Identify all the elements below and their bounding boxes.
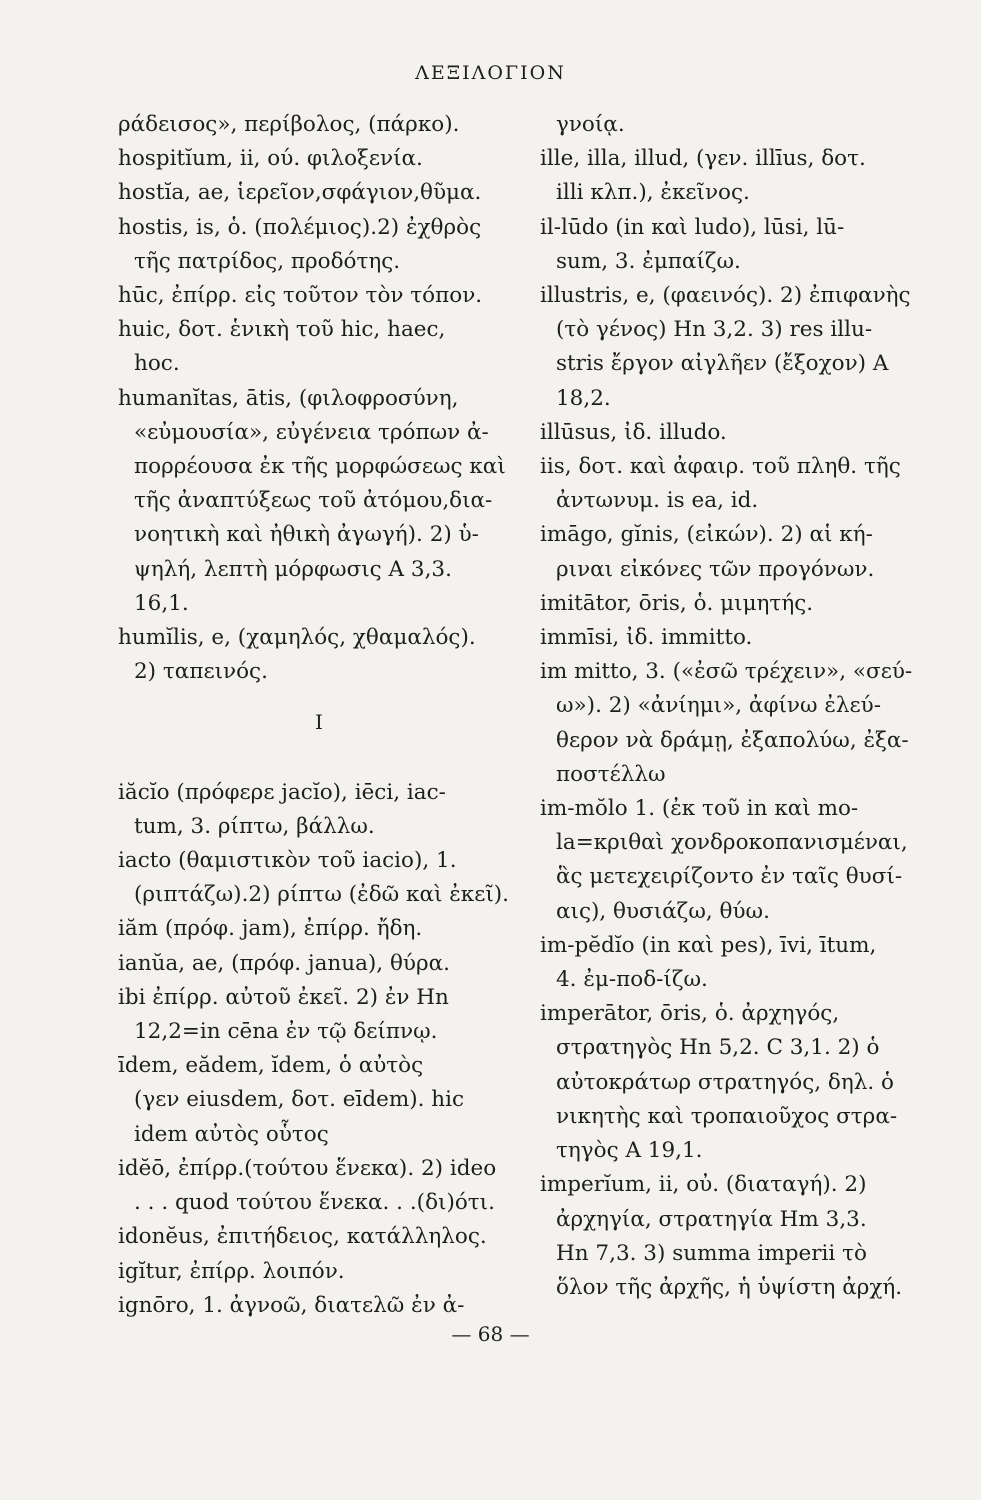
dictionary-line: iacto (θαμιστικὸν τοῦ iacio), 1. xyxy=(118,848,457,874)
page-number: — 68 — xyxy=(451,1322,530,1346)
dictionary-line: illustris, e, (φαεινός). 2) ἐπιφανὴς xyxy=(540,283,911,309)
dictionary-line: τῆς πατρίδος, προδότης. xyxy=(134,248,401,274)
dictionary-line: 4. ἐμ-ποδ-ίζω. xyxy=(556,967,708,993)
dictionary-line: τῆς ἀναπτύξεως τοῦ ἀτόμου,δια- xyxy=(134,488,493,514)
dictionary-line: idem αὐτὸς οὗτος xyxy=(134,1121,329,1147)
dictionary-line: ποστέλλω xyxy=(556,761,666,787)
dictionary-line: hostis, is, ὁ. (πολέμιος).2) ἐχθρὸς xyxy=(118,214,482,240)
dictionary-line: im-pĕdĭo (in καὶ pes), īvi, ītum, xyxy=(540,932,877,958)
dictionary-line: 18,2. xyxy=(556,385,611,411)
dictionary-line: il-lūdo (in καὶ ludo), lūsi, lū- xyxy=(540,214,845,240)
dictionary-line: «εὐμουσία», εὐγένεια τρόπων ἀ- xyxy=(134,419,489,445)
dictionary-line: πορρέουσα ἐκ τῆς μορφώσεως καὶ xyxy=(134,454,506,480)
dictionary-line: ibi ἐπίρρ. αὐτοῦ ἐκεῖ. 2) ἐν Hn xyxy=(118,984,449,1010)
dictionary-line: ἀρχηγία, στρατηγία Hm 3,3. xyxy=(556,1206,867,1232)
dictionary-line: sum, 3. ἐμπαίζω. xyxy=(556,248,741,274)
dictionary-line: νοητικὴ καὶ ἠθικὴ ἀγωγή). 2) ὑ- xyxy=(134,522,479,548)
page-header: ΛΕΞΙΛΟΓΙΟΝ xyxy=(415,62,566,84)
dictionary-line: hūc, ἐπίρρ. εἰς τοῦτον τὸν τόπον. xyxy=(118,283,483,309)
dictionary-line: ω»). 2) «ἀνίημι», ἀφίνω ἐλεύ- xyxy=(556,693,881,719)
dictionary-line: θερον νὰ δράμῃ, ἐξαπολύω, ἐξα- xyxy=(556,727,909,753)
dictionary-line: στρατηγὸς Hn 5,2. C 3,1. 2) ὁ xyxy=(556,1035,880,1061)
dictionary-line: illūsus, ἰδ. illudo. xyxy=(540,419,727,445)
dictionary-line: ἀντωνυμ. is ea, id. xyxy=(556,488,759,514)
dictionary-line: 16,1. xyxy=(134,590,189,616)
dictionary-line: hospitĭum, ii, ού. φιλοξενία. xyxy=(118,146,423,172)
dictionary-line: imperĭum, ii, οὐ. (διαταγή). 2) xyxy=(540,1172,867,1198)
dictionary-line: imitātor, ōris, ὁ. μιμητής. xyxy=(540,590,814,616)
left-column xyxy=(118,108,520,1323)
dictionary-line: igĭtur, ἐπίρρ. λοιπόν. xyxy=(118,1258,345,1284)
dictionary-line: 2) ταπεινός. xyxy=(134,659,268,685)
dictionary-line: αὐτοκράτωρ στρατηγός, δηλ. ὁ xyxy=(556,1069,894,1095)
dictionary-line: ράδεισος», περίβολος, (πάρκο). xyxy=(118,112,460,137)
dictionary-line: 12,2=in cēna ἐν τῷ δείπνῳ. xyxy=(134,1019,438,1045)
dictionary-line: tum, 3. ρίπτω, βάλλω. xyxy=(134,813,375,839)
right-column xyxy=(540,108,970,1305)
dictionary-line: (γεν eiusdem, δοτ. eīdem). hic xyxy=(134,1087,465,1113)
dictionary-line: humanĭtas, ātis, (φιλοφροσύνη, xyxy=(118,385,459,411)
section-letter: I xyxy=(315,710,323,735)
dictionary-line: ianŭa, ae, (πρόφ. janua), θύρα. xyxy=(118,950,450,976)
dictionary-line: ὅλον τῆς ἀρχῆς, ἡ ὑψίστη ἀρχή. xyxy=(556,1274,903,1300)
dictionary-line: ignōro, 1. ἀγνοῶ, διατελῶ ἐν ἀ- xyxy=(118,1292,465,1318)
dictionary-line: humĭlis, e, (χαμηλός, χθαμαλός). xyxy=(118,625,476,651)
dictionary-line: γνοίᾳ. xyxy=(556,112,625,137)
dictionary-line: hoc. xyxy=(134,351,180,377)
dictionary-line: ψηλή, λεπτὴ μόρφωσις Α 3,3. xyxy=(134,556,452,582)
dictionary-line: . . . quod τούτου ἕνεκα. . .(δι)ότι. xyxy=(134,1190,495,1216)
dictionary-line: (ριπτάζω).2) ρίπτω (ἐδῶ καὶ ἐκεῖ). xyxy=(134,882,509,908)
dictionary-line: imperātor, ōris, ὁ. ἀρχηγός, xyxy=(540,1001,840,1027)
dictionary-line: huic, δοτ. ἑνικὴ τοῦ hic, haec, xyxy=(118,317,446,343)
dictionary-line: Hn 7,3. 3) summa imperii τὸ xyxy=(556,1240,867,1266)
dictionary-line: illi κλπ.), ἐκεῖνος. xyxy=(556,180,750,206)
dictionary-line: iis, δοτ. καὶ ἀφαιρ. τοῦ πληθ. τῆς xyxy=(540,454,901,480)
dictionary-line: īdem, eădem, ĭdem, ὁ αὐτὸς xyxy=(118,1053,424,1079)
dictionary-line: τηγὸς Α 19,1. xyxy=(556,1138,703,1164)
dictionary-line: iăcĭo (πρόφερε jacĭo), iēci, iac- xyxy=(118,779,446,805)
dictionary-line: idonĕus, ἐπιτήδειος, κατάλληλος. xyxy=(118,1224,487,1250)
dictionary-line: ille, illa, illud, (γεν. illīus, δοτ. xyxy=(540,146,866,172)
dictionary-line: idĕō, ἐπίρρ.(τούτου ἕνεκα). 2) ideo xyxy=(118,1155,497,1181)
dictionary-line: imāgo, gĭnis, (εἰκών). 2) αἱ κή- xyxy=(540,522,873,548)
dictionary-line: (τὸ γένος) Hn 3,2. 3) res illu- xyxy=(556,317,873,343)
dictionary-line: immīsi, ἰδ. immitto. xyxy=(540,625,753,651)
dictionary-line: ριναι εἰκόνες τῶν προγόνων. xyxy=(556,556,875,582)
dictionary-line: la=κριθαὶ χονδροκοπανισμέναι, xyxy=(556,830,908,856)
dictionary-line: νικητὴς καὶ τροπαιοῦχος στρα- xyxy=(556,1103,898,1129)
dictionary-line: ἃς μετεχειρίζοντο ἐν ταῖς θυσί- xyxy=(556,864,903,890)
dictionary-line: hostĭa, ae, ἱερεῖον,σφάγιον,θῦμα. xyxy=(118,180,482,206)
dictionary-line: stris ἔργον αἰγλῆεν (ἔξοχον) Α xyxy=(556,351,889,377)
dictionary-line: iăm (πρόφ. jam), ἐπίρρ. ἤδη. xyxy=(118,916,423,942)
dictionary-line: im-mŏlo 1. (ἐκ τοῦ in καὶ mo- xyxy=(540,796,859,822)
dictionary-line: im mitto, 3. («ἐσῶ τρέχειν», «σεύ- xyxy=(540,659,913,685)
dictionary-line: αις), θυσιάζω, θύω. xyxy=(556,898,770,924)
